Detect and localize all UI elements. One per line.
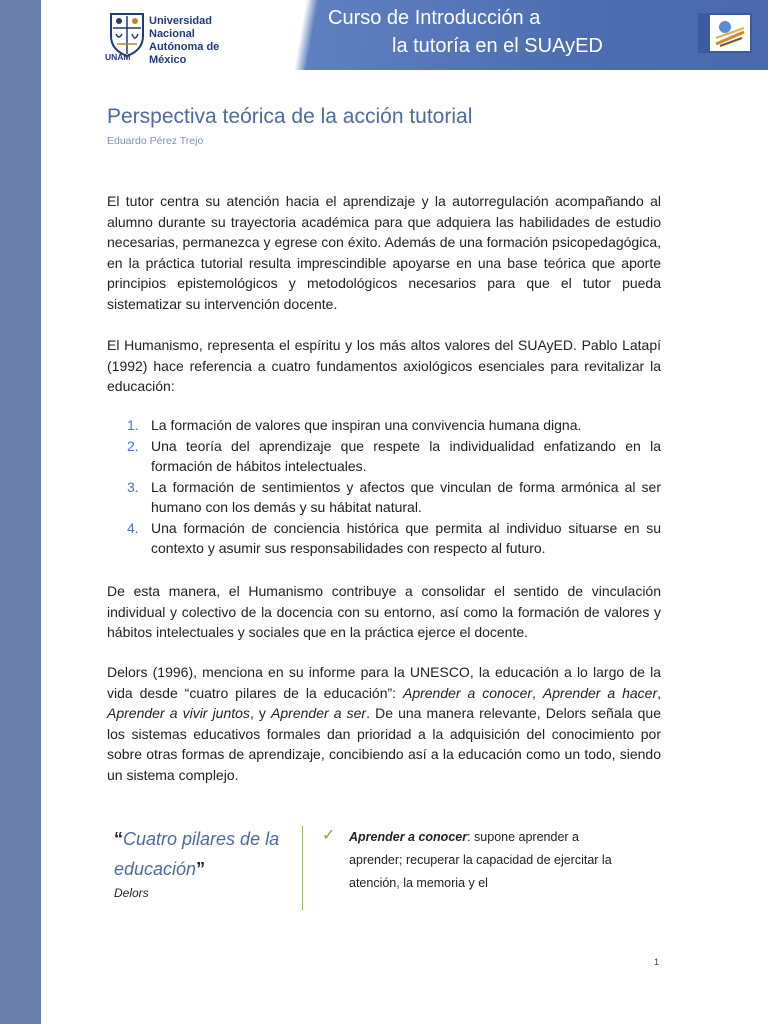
paragraph-4-sep-1: , (532, 684, 543, 701)
list-item-text: La formación de sentimientos y afectos que vinculan de forma armónica al ser humano con los demás y su hábitat natural. (151, 478, 661, 515)
paragraph-3: De esta manera, el Humanismo contribuye a consolidar el sentido de vinculación individual y colectivo de la docencia con su entorno, así como la formación de valores y hábitos intelectuales y sociales que en la práctica ejerce el docente. (107, 583, 661, 640)
pillar-aprender-a-ser: Aprender a ser (271, 705, 367, 721)
values-list (107, 415, 661, 559)
callout-quote (114, 824, 289, 884)
university-name-line1: Universidad Nacional (149, 15, 212, 40)
list-number: 4. (127, 519, 139, 536)
university-abbr: UNAM (105, 52, 131, 62)
page-header (0, 0, 768, 75)
checkmark-icon: ✓ (322, 827, 336, 844)
university-name (149, 15, 253, 67)
paragraph-1: El tutor centra su atención hacia el aprendizaje y la autorregulación acompañando al alumno durante su trayectoria académica para que adquiera las habilidades de estudio necesarias, permanezca y egrese con éxito. Además de una formación psicopedagógica, en la práctica tutorial resulta imprescindible apoyarse en una base teórica que aporte principios epistemológicos y metodológicos necesarios para que el tutor pueda sistematizar su intervención docente. (107, 193, 661, 312)
course-logo-icon (698, 13, 752, 53)
callout-item (322, 826, 612, 895)
list-item-text: Una formación de conciencia histórica que permita al individuo situarse en su contexto y asumir sus responsabilidades con respecto al futuro. (151, 519, 661, 556)
left-color-band (0, 0, 41, 1024)
paragraph-4 (107, 662, 661, 785)
callout-divider (302, 826, 303, 910)
unam-seal-icon (107, 10, 147, 58)
unam-logo (103, 8, 253, 64)
course-title-line2: la tutoría en el SUAyED (392, 35, 603, 57)
list-item (107, 415, 661, 436)
callout-item-text (322, 826, 612, 895)
document-author: Eduardo Pérez Trejo (107, 135, 204, 147)
page-number: 1 (654, 957, 660, 967)
callout-quote-text: Cuatro pilares de la educación (114, 829, 280, 879)
course-logo-graphic-icon (714, 18, 746, 48)
open-quote-mark: “ (114, 829, 123, 849)
callout-author: Delors (114, 886, 149, 900)
list-item (107, 436, 661, 477)
pillar-aprender-a-vivir-juntos: Aprender a vivir juntos (107, 705, 250, 721)
paragraph-4-sep-2: , (657, 684, 662, 701)
list-item (107, 477, 661, 518)
paragraph-4-sep-3: , y (249, 705, 272, 721)
list-item-text: La formación de valores que inspiran una convivencia humana digna. (151, 417, 582, 433)
list-number: 1. (127, 417, 139, 433)
callout-quote-box (114, 824, 289, 900)
paragraph-2: El Humanismo, representa el espíritu y los más altos valores del SUAyED. Pablo Latapí (1992) hace referencia a cuatro fundamentos axiológicos esenciales para revitalizar la educación: (107, 337, 661, 394)
close-quote-mark: ” (196, 859, 206, 879)
paragraph-4-text-1: Delors (1996), menciona en su informe para la UNESCO, la educación a lo largo de la vida desde “cuatro pilares de la educación”: (107, 664, 661, 701)
list-number: 2. (127, 437, 139, 454)
list-number: 3. (127, 478, 139, 495)
paragraph-4-text-2: . De una manera relevante, Delors señala que los sistemas educativos formales dan prioridad a la adquisición del conocimiento por sobre otras formas de aprendizaje, concibiendo así a la educación como un todo, siendo un sistema complejo. (107, 705, 661, 783)
pillar-aprender-a-hacer: Aprender a hacer (542, 684, 658, 701)
document-title: Perspectiva teórica de la acción tutorial (107, 105, 473, 128)
university-name-line2: Autónoma de México (149, 41, 220, 66)
pillar-aprender-a-conocer: Aprender a conocer (402, 684, 533, 701)
callout-item-term: Aprender a conocer (349, 830, 468, 844)
course-title-line1: Curso de Introducción a (328, 7, 541, 29)
callout-item-description: : supone aprender a aprender; recuperar la capacidad de ejercitar la atención, la memoria y el (349, 830, 612, 890)
course-banner (292, 0, 768, 70)
list-item (107, 518, 661, 559)
list-item-text: Una teoría del aprendizaje que respete la individualidad enfatizando en la formación de hábitos intelectuales. (151, 437, 661, 474)
course-logo-stripe (700, 15, 710, 51)
